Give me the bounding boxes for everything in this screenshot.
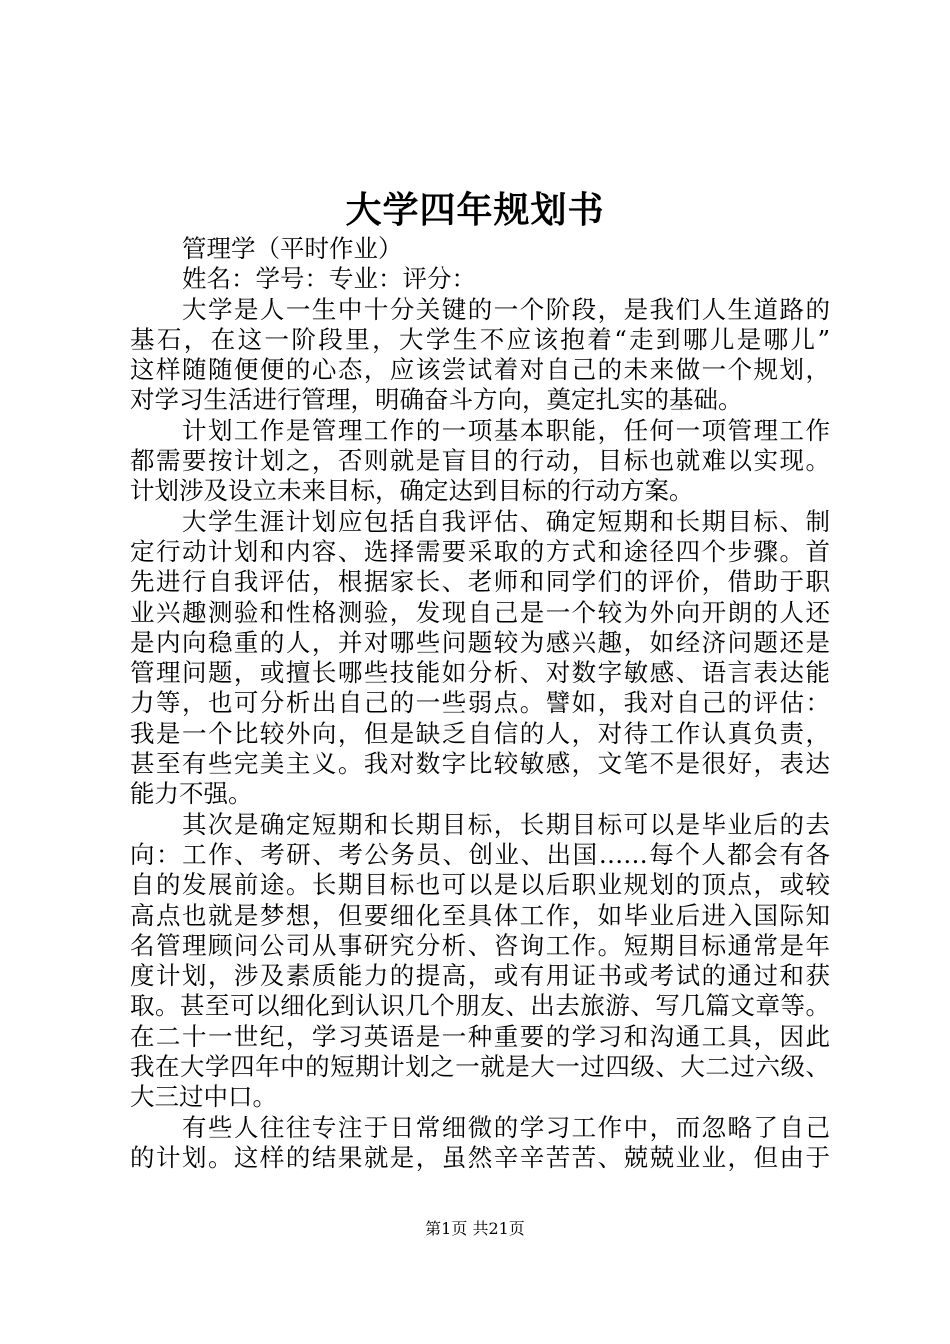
paragraph-4-line: 取。甚至可以细化到认识几个朋友、出去旅游、写几篇文章等。 <box>130 991 830 1021</box>
paragraph-5-line: 有些人往往专注于日常细微的学习工作中，而忽略了自己 <box>182 1112 830 1142</box>
paragraph-4-line: 向：工作、考研、考公务员、创业、出国……每个人都会有各 <box>130 839 830 869</box>
paragraph-5-line: 的计划。这样的结果就是，虽然辛辛苦苦、兢兢业业，但由于 <box>130 1142 830 1172</box>
paragraph-3-line: 甚至有些完美主义。我对数字比较敏感，文笔不是很好，表达 <box>130 749 830 779</box>
paragraph-4-line: 大三过中口。 <box>130 1082 277 1112</box>
paragraph-3-line: 能力不强。 <box>130 779 253 809</box>
paragraph-1-line: 大学是人一生中十分关键的一个阶段，是我们人生道路的 <box>182 294 830 324</box>
document-title: 大学四年规划书 <box>345 189 605 231</box>
paragraph-3-line: 定行动计划和内容、选择需要采取的方式和途径四个步骤。首 <box>130 536 830 566</box>
paragraph-2-line: 都需要按计划之，否则就是盲目的行动，目标也就难以实现。 <box>130 446 830 476</box>
paragraph-3-line: 大学生涯计划应包括自我评估、确定短期和长期目标、制 <box>182 506 830 536</box>
paragraph-3-line: 管理问题，或擅长哪些技能如分析、对数字敏感、语言表达能 <box>130 658 830 688</box>
paragraph-2-line: 计划涉及设立未来目标，确定达到目标的行动方案。 <box>130 476 694 506</box>
paragraph-3-line: 我是一个比较外向，但是缺乏自信的人，对待工作认真负责， <box>130 718 830 748</box>
paragraph-3-line: 力等，也可分析出自己的一些弱点。譬如，我对自己的评估： <box>130 688 830 718</box>
paragraph-1-line: 基石，在这一阶段里，大学生不应该抱着“走到哪儿是哪儿” <box>130 324 830 354</box>
paragraph-4-line: 其次是确定短期和长期目标，长期目标可以是毕业后的去 <box>182 809 830 839</box>
paragraph-2-line: 计划工作是管理工作的一项基本职能，任何一项管理工作 <box>182 415 830 445</box>
student-info-line: 姓名：学号：专业：评分： <box>182 264 476 294</box>
paragraph-3-line: 是内向稳重的人，并对哪些问题较为感兴趣，如经济问题还是 <box>130 627 830 657</box>
paragraph-4-line: 自的发展前途。长期目标也可以是以后职业规划的顶点，或较 <box>130 870 830 900</box>
subtitle-line: 管理学（平时作业） <box>182 234 403 263</box>
paragraph-4-line: 名管理顾问公司从事研究分析、咨询工作。短期目标通常是年 <box>130 930 830 960</box>
document-body <box>130 234 830 1173</box>
paragraph-4-line: 度计划，涉及素质能力的提高，或有用证书或考试的通过和获 <box>130 961 830 991</box>
paragraph-1-line: 这样随随便便的心态，应该尝试着对自己的未来做一个规划， <box>130 355 830 385</box>
paragraph-4-line: 我在大学四年中的短期计划之一就是大一过四级、大二过六级、 <box>130 1052 830 1082</box>
paragraph-3-line: 先进行自我评估，根据家长、老师和同学们的评价，借助于职 <box>130 567 830 597</box>
paragraph-4-line: 高点也就是梦想，但要细化至具体工作，如毕业后进入国际知 <box>130 900 830 930</box>
paragraph-1-line: 对学习生活进行管理，明确奋斗方向，奠定扎实的基础。 <box>130 385 743 415</box>
paragraph-4-line: 在二十一世纪，学习英语是一种重要的学习和沟通工具，因此 <box>130 1021 830 1051</box>
paragraph-3-line: 业兴趣测验和性格测验，发现自己是一个较为外向开朗的人还 <box>130 597 830 627</box>
page-number-footer: 第1页 共21页 <box>425 1219 525 1238</box>
